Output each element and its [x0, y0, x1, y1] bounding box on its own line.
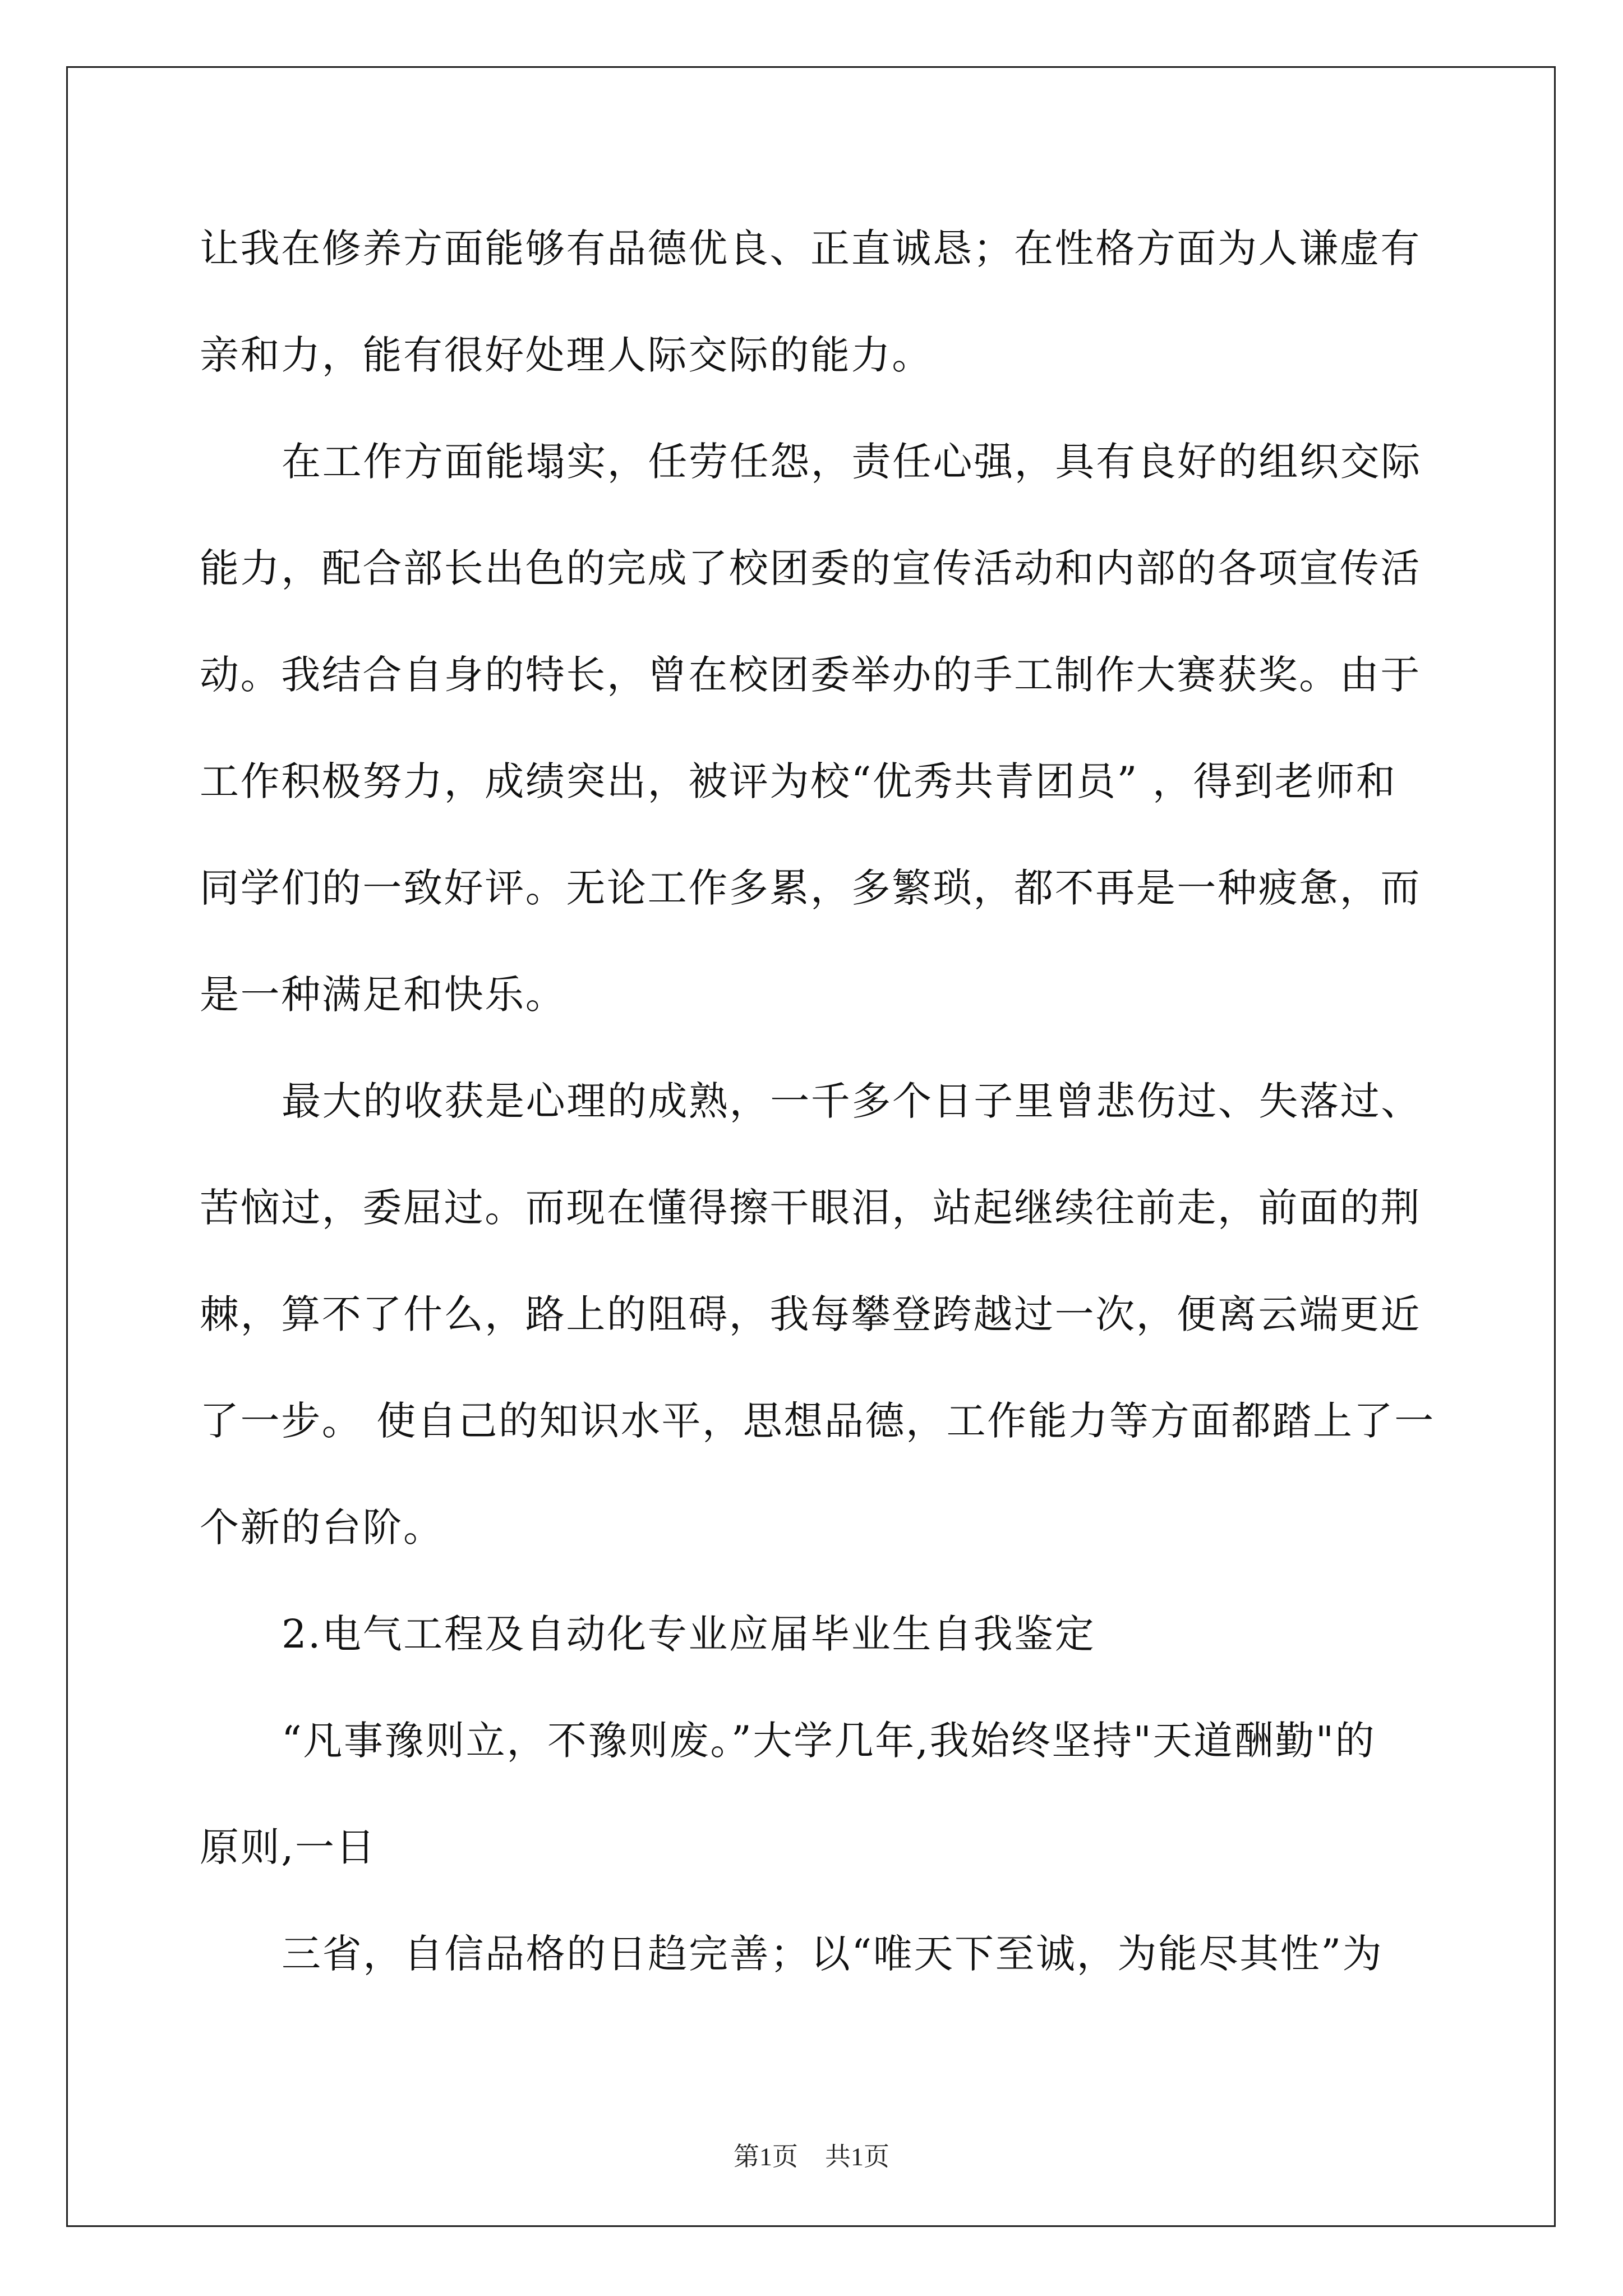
page-footer [0, 2140, 1623, 2174]
text-line: 同学们的一致好评。无论工作多累，多繁琐，都不再是一种疲惫，而 [200, 865, 1421, 911]
section-heading: 2.电气工程及自动化专业应届毕业生自我鉴定 [282, 1611, 1096, 1657]
text-line: 亲和力，能有很好处理人际交际的能力。 [200, 332, 933, 378]
text-line: 原则,一日 [200, 1824, 377, 1870]
text-line: 工作积极努力，成绩突出，被评为校“优秀共青团员” ，得到老师和 [200, 758, 1397, 804]
text-line: 最大的收获是心理的成熟，一千多个日子里曾悲伤过、失落过、 [282, 1078, 1422, 1124]
text-line: 能力，配合部长出色的完成了校团委的宣传活动和内部的各项宣传活 [200, 545, 1421, 591]
text-line: 了一步。 使自己的知识水平，思想品德，工作能力等方面都踏上了一 [200, 1398, 1435, 1444]
text-line: 三省，自信品格的日趋完善；以“唯天下至诚，为能尽其性”为 [282, 1931, 1384, 1977]
text-line: 个新的台阶。 [200, 1504, 444, 1550]
text-line: 苦恼过，委屈过。而现在懂得擦干眼泪，站起继续往前走，前面的荆 [200, 1185, 1421, 1231]
text-line: 让我在修养方面能够有品德优良、正直诚恳；在性格方面为人谦虚有 [200, 226, 1421, 272]
page-total: 共1页 [825, 2142, 889, 2171]
page-number: 第1页 [734, 2142, 798, 2171]
text-line: “凡事豫则立，不豫则废。”大学几年,我始终坚持"天道酬勤"的 [282, 1718, 1376, 1764]
text-line: 是一种满足和快乐。 [200, 972, 566, 1018]
text-line: 棘，算不了什么，路上的阻碍，我每攀登跨越过一次，便离云端更近 [200, 1291, 1421, 1337]
document-body [200, 195, 1435, 2007]
text-line: 动。我结合自身的特长，曾在校团委举办的手工制作大赛获奖。由于 [200, 652, 1421, 698]
text-line: 在工作方面能塌实，任劳任怨，责任心强，具有良好的组织交际 [282, 439, 1422, 485]
